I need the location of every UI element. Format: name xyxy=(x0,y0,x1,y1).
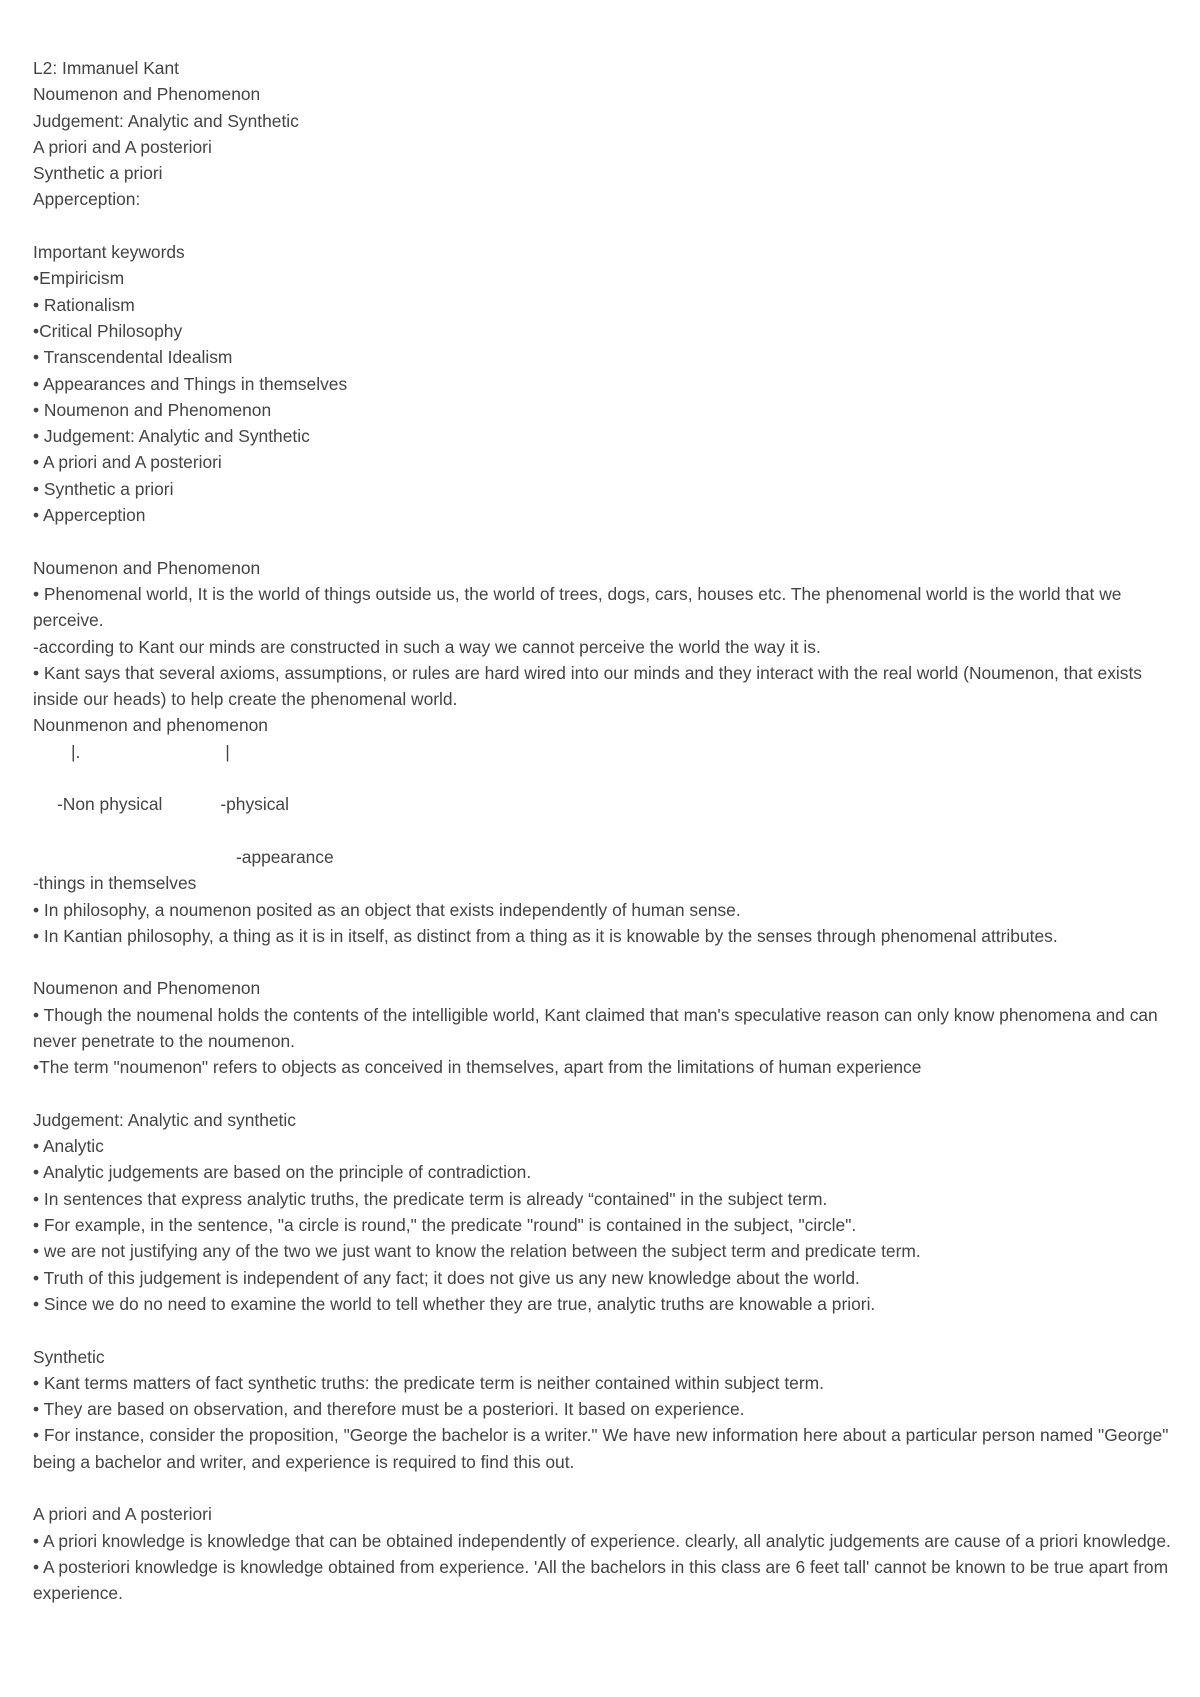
blank-line xyxy=(33,818,1173,844)
outline-item: A priori and A posteriori xyxy=(33,136,212,157)
diagram-bars: |. | xyxy=(71,741,230,762)
keyword-item: •Critical Philosophy xyxy=(33,320,183,341)
note-line: • Truth of this judgement is independent of any fact; it does not give us any new knowledge about the world. xyxy=(33,1267,860,1288)
keyword-item: • A priori and A posteriori xyxy=(33,452,222,473)
blank-line xyxy=(33,1317,1173,1343)
note-line: Nounmenon and phenomenon xyxy=(33,715,268,736)
diagram-branches: -Non physical -physical xyxy=(57,794,289,815)
note-line: • Analytic xyxy=(33,1136,104,1157)
outline-item: Apperception: xyxy=(33,189,141,210)
note-document xyxy=(33,55,1173,1607)
note-line: • For instance, consider the proposition, "George the bachelor is a writer." We have new information here about a particular person named "George" being a bachelor and writer, and experience is required to find this out. xyxy=(33,1425,1174,1472)
outline-item: Noumenon and Phenomenon xyxy=(33,84,261,105)
blank-line xyxy=(33,765,1173,791)
section-heading: A priori and A posteriori xyxy=(33,1504,212,1525)
note-line: • A priori knowledge is knowledge that can be obtained independently of experience. clearly, all analytic judgements are cause of a priori knowledge. xyxy=(33,1530,1171,1551)
keyword-item: • Judgement: Analytic and Synthetic xyxy=(33,426,310,447)
note-line: • For example, in the sentence, "a circle is round," the predicate "round" is contained in the subject, "circle". xyxy=(33,1215,857,1236)
note-line: • In philosophy, a noumenon posited as an object that exists independently of human sense. xyxy=(33,899,741,920)
note-line: • Phenomenal world, It is the world of things outside us, the world of trees, dogs, cars, houses etc. The phenomenal world is the world that we perceive. xyxy=(33,583,1127,631)
note-line: •The term "noumenon" refers to objects as conceived in themselves, apart from the limitations of human experience xyxy=(33,1057,922,1078)
diagram-things: -things in themselves xyxy=(33,873,197,894)
note-line: • Since we do no need to examine the world to tell whether they are true, analytic truths are knowable a priori. xyxy=(33,1293,876,1314)
note-line: • Though the noumenal holds the contents of the intelligible world, Kant claimed that man's speculative reason can only know phenomena and can never penetrate to the noumenon. xyxy=(33,1004,1163,1051)
note-line: • In sentences that express analytic truths, the predicate term is already “contained" in the subject term. xyxy=(33,1188,828,1209)
note-line: • we are not justifying any of the two we just want to know the relation between the subject term and predicate term. xyxy=(33,1241,921,1262)
keyword-item: • Apperception xyxy=(33,505,146,526)
keyword-item: • Noumenon and Phenomenon xyxy=(33,399,272,420)
section-heading: Synthetic xyxy=(33,1346,105,1367)
note-line: • Kant terms matters of fact synthetic truths: the predicate term is neither contained within subject term. xyxy=(33,1372,824,1393)
note-line: • A posteriori knowledge is knowledge obtained from experience. 'All the bachelors in this class are 6 feet tall' cannot be known to be true apart from experience. xyxy=(33,1556,1173,1604)
note-line: • Kant says that several axioms, assumptions, or rules are hard wired into our minds and they interact with the real world (Noumenon, that exists inside our heads) to help create the phenomenal world. xyxy=(33,662,1147,710)
keyword-item: • Synthetic a priori xyxy=(33,478,174,499)
blank-line xyxy=(33,1475,1173,1501)
keywords-heading: Important keywords xyxy=(33,242,185,263)
keyword-item: • Rationalism xyxy=(33,294,135,315)
section-heading: Noumenon and Phenomenon xyxy=(33,557,261,578)
blank-line xyxy=(33,528,1173,554)
section-heading: Noumenon and Phenomenon xyxy=(33,978,261,999)
note-line: • Analytic judgements are based on the principle of contradiction. xyxy=(33,1162,532,1183)
note-line: • In Kantian philosophy, a thing as it is in itself, as distinct from a thing as it is knowable by the senses through phenomenal attributes. xyxy=(33,925,1058,946)
keyword-item: •Empiricism xyxy=(33,268,125,289)
section-heading: Judgement: Analytic and synthetic xyxy=(33,1109,296,1130)
diagram-appearance: -appearance xyxy=(236,846,334,867)
keyword-item: • Appearances and Things in themselves xyxy=(33,373,348,394)
blank-line xyxy=(33,1081,1173,1107)
note-line: • They are based on observation, and therefore must be a posteriori. It based on experience. xyxy=(33,1399,745,1420)
blank-line xyxy=(33,949,1173,975)
outline-item: Synthetic a priori xyxy=(33,163,163,184)
blank-line xyxy=(33,213,1173,239)
note-line: -according to Kant our minds are constructed in such a way we cannot perceive the world the way it is. xyxy=(33,636,821,657)
keyword-item: • Transcendental Idealism xyxy=(33,347,233,368)
note-title: L2: Immanuel Kant xyxy=(33,58,179,78)
outline-item: Judgement: Analytic and Synthetic xyxy=(33,110,299,131)
